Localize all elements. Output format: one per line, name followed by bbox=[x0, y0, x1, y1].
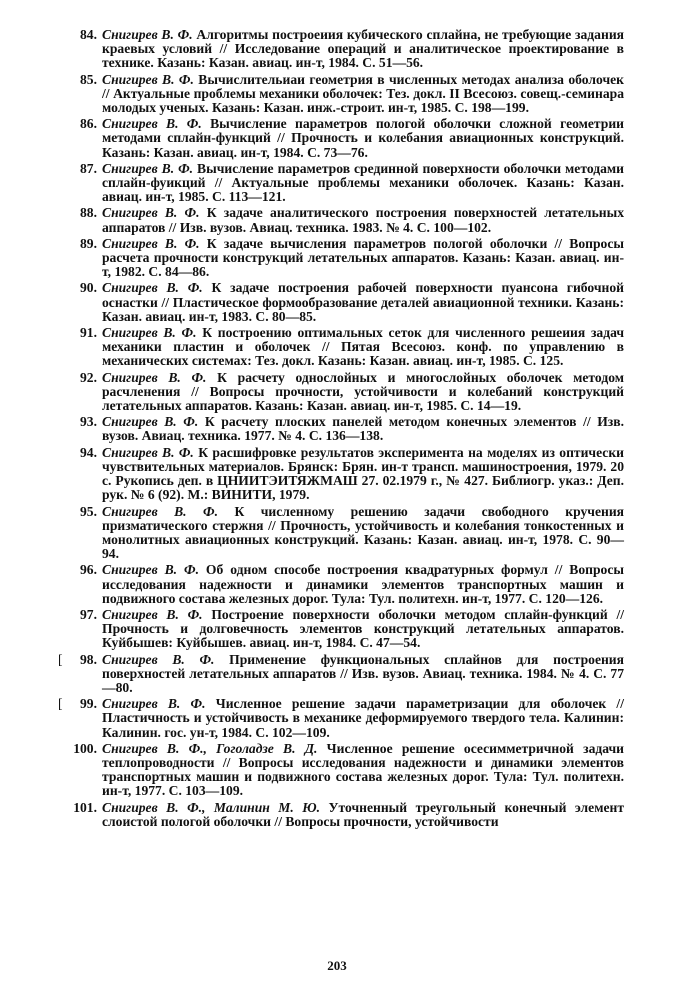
entry-body bbox=[102, 801, 624, 829]
entry-number: 101. bbox=[73, 799, 97, 815]
entry-text: К задаче построения рабочей поверхности пуансона гибочной оснастки // Пластическое формообразование деталей авиационной техники. Казань: Казан. авиац. ин-т, 1983. С. 80—85. bbox=[102, 280, 624, 324]
bibliography-entry bbox=[64, 446, 624, 503]
entry-body bbox=[102, 653, 624, 696]
bibliography-entry bbox=[64, 326, 624, 369]
entry-body bbox=[102, 608, 624, 651]
entry-text: Численное решение задачи параметризации для оболочек // Пластичность и устойчивость в механике деформируемого твердого тела. Калинин: Калинин. гос. ун-т, 1984. С. 102—109. bbox=[102, 696, 624, 740]
entry-number: 84. bbox=[80, 27, 97, 42]
entry-body bbox=[102, 117, 624, 160]
bibliography-entry bbox=[64, 505, 624, 562]
entry-author: Снигирев В. Ф. bbox=[102, 414, 199, 430]
bibliography-entry bbox=[64, 117, 624, 160]
entry-body bbox=[102, 206, 624, 234]
entry-number: 94. bbox=[80, 444, 97, 460]
bibliography-entry bbox=[64, 237, 624, 280]
entry-author: Снигирев В. Ф. bbox=[102, 696, 206, 712]
entry-number: 89. bbox=[80, 235, 97, 251]
bibliography-entry bbox=[64, 608, 624, 651]
entry-author: Снигирев В. Ф. bbox=[102, 651, 215, 667]
entry-text: Вычисление параметров пологой оболочки сложной геометрии методами сплайн-функций // Прочность и колебания авиационных конструкций. Казань: Казан. авиац. ин-т, 1984. С. 73—76. bbox=[102, 116, 624, 160]
entry-number: 90. bbox=[80, 280, 97, 296]
entry-author: Снигирев В. Ф. bbox=[102, 116, 202, 132]
entry-number: 87. bbox=[80, 160, 97, 176]
entry-text: Алгоритмы построеиия кубического сплайна, не требующие задания краевых условий // Исследование операций и аналитическое проектирование в технике. Казань: Казан. авиац. ин-т, 1984. С. 51—56. bbox=[102, 27, 625, 71]
entry-author: Снигирев В. Ф. bbox=[102, 280, 203, 296]
entry-number: 92. bbox=[80, 369, 97, 385]
entry-text: К построению оптимальных сеток для численного решеиия задач механики пластин и оболочек // Пятая Всесоюз. конф. по управлению в механических системах: Тез. докл. Казань: Казан. авиац. ин-т, 1985. С. 125. bbox=[102, 325, 624, 369]
entry-number: 85. bbox=[80, 71, 97, 87]
entry-text: Численное решение осесимметричной задачи теплопроводности // Вопросы исследования надежности и динамики элементов транспортных машин и подвижного состава железных дорог. Тула: Тул. политехн. ин-т, 1977. С. 103—109. bbox=[102, 740, 624, 799]
bibliography-entry bbox=[64, 73, 624, 116]
entry-body bbox=[102, 28, 624, 71]
entry-number: 95. bbox=[80, 503, 97, 519]
entry-body bbox=[102, 563, 624, 606]
entry-author: Снигирев В. Ф. bbox=[102, 606, 203, 622]
entry-author: Снигирев В. Ф., Малинин М. Ю. bbox=[102, 799, 321, 815]
entry-author: Снигирев В. Ф. bbox=[102, 562, 199, 578]
entry-body bbox=[102, 415, 624, 443]
bibliography-entry bbox=[64, 415, 624, 443]
entry-body bbox=[102, 73, 624, 116]
entry-text: К задаче аналитического построения поверхностей летательных аппаратов // Изв. вузов. Авиац. техника. 1983. № 4. С. 100—102. bbox=[102, 205, 624, 235]
entry-author: Снигирев В. Ф. bbox=[102, 205, 200, 221]
margin-bracket-mark: [ bbox=[58, 651, 63, 667]
entry-text: Уточненный треугольный конечный элемент слоистой пологой оболочки // Вопросы прочности, устойчивости bbox=[102, 799, 625, 829]
entry-body bbox=[102, 371, 624, 414]
entry-body bbox=[102, 281, 624, 324]
entry-number: [ 98. bbox=[58, 651, 97, 667]
entry-number: 97. bbox=[80, 606, 97, 622]
entry-author: Снигирев В. Ф., Гоголадзе В. Д. bbox=[102, 740, 318, 756]
entry-number: 88. bbox=[80, 205, 97, 221]
entry-number: 96. bbox=[80, 562, 97, 578]
entry-text: Об одном способе построения квадратурных формул // Вопросы исследования надежности и динамики элементов транспортных машин и подвижного состава железных дорог. Тула: Тул. политехн. ин-т, 1977. С. 120—126. bbox=[102, 562, 624, 606]
entry-text: Вычисление параметров срединной поверхности оболочки методами сплайн-фуикций // Актуальные проблемы механики оболочек. Казань: Казан. авиац. ин-т, 1985. С. 113—121. bbox=[102, 160, 624, 205]
entry-author: Снигирев В. Ф. bbox=[102, 235, 200, 251]
bibliography-entry bbox=[64, 371, 624, 414]
entry-author: Снигирев В. Ф. bbox=[102, 325, 197, 341]
entry-text: К численному решению задачи свободного кручения призматического стержня // Прочность, устойчивость и колебания тонкостенных и монолитных авиационных конструкций. Казань: Казан. авиац. ин-т, 1978. С. 90—94. bbox=[102, 503, 625, 562]
entry-text: Применение функциональных сплайнов для построения поверхностей летательных аппаратов // Изв. вузов. Авиац. техника. 1984. № 4. С. 77—80. bbox=[102, 651, 624, 695]
entry-body bbox=[102, 742, 624, 799]
bibliography-entry bbox=[58, 651, 624, 696]
bibliography-entry bbox=[64, 162, 624, 205]
entry-author: Снигирев В. Ф. bbox=[102, 503, 218, 519]
entry-text: Вычислительиаи геометрия в численных методах анализа оболочек // Актуальные проблемы механики оболочек: Тез. докл. II Всесоюз. совещ.-семинара молодых ученых. Казань: Казан. инж.-строит. ин-т, 1985. С. 198—199. bbox=[102, 71, 624, 116]
bibliography-entry bbox=[64, 281, 624, 324]
entry-text: К расшифровке результатов эксперимента на моделях из оптически чувствительных материалов. Брянск: Брян. ин-т трансп. машиностроения, 1979. 20 с. Рукопись деп. в ЦНИИТЭИТЯЖМАШ 27. 02.1979 г., № 427. Библиогр. указ.: Деп. рук. № 6 (92). М.: ВИНИТИ, 1979. bbox=[102, 444, 624, 503]
entry-number: 100. bbox=[73, 740, 97, 756]
entry-text: К расчету однослойных и многослойных оболочек методом расчленения // Вопросы прочности, устойчивости и колебаний конструкций летательных аппаратов. Казань: Казан. авиац. ин-т, 1985. С. 14—19. bbox=[102, 369, 624, 414]
entry-text: Построение поверхности оболочки методом сплайн-функций // Прочность и долговечность элементов конструкций летательных аппаратов. Куйбышев: Куйбышев. авиац. ин-т, 1984. С. 47—54. bbox=[102, 606, 625, 651]
bibliography-entry bbox=[64, 801, 624, 829]
entry-author: Снигирев В. Ф. bbox=[102, 444, 194, 460]
bibliography-entry bbox=[64, 28, 624, 71]
entry-number: [ 99. bbox=[58, 696, 97, 712]
entry-author: Снигирев В. Ф. bbox=[102, 369, 207, 385]
bibliography-entry bbox=[64, 563, 624, 606]
entry-number: 86. bbox=[80, 116, 97, 132]
bibliography-entry bbox=[64, 742, 624, 799]
entry-body bbox=[102, 326, 624, 369]
entry-body bbox=[102, 505, 624, 562]
page-number: 203 bbox=[327, 958, 347, 973]
bibliography-entry bbox=[58, 696, 624, 740]
entry-number: 93. bbox=[80, 414, 97, 430]
entry-text: К задаче вычисления параметров пологой оболочки // Вопросы расчета прочности конструкций летательных аппаратов. Казань: Казан. авиац. ин-т, 1982. С. 84—86. bbox=[102, 235, 624, 280]
entry-body bbox=[102, 162, 624, 205]
entry-body bbox=[102, 446, 624, 503]
entry-number: 91. bbox=[80, 325, 97, 341]
margin-bracket-mark: [ bbox=[58, 696, 63, 712]
entry-body bbox=[102, 697, 624, 740]
entry-body bbox=[102, 237, 624, 280]
entry-author: Снигирев В. Ф. bbox=[102, 160, 194, 176]
entry-author: Снигирев В. Ф. bbox=[102, 71, 194, 87]
entry-text: К расчету плоских панелей методом конечных элементов // Изв. вузов. Авиац. техника. 1977. № 4. С. 136—138. bbox=[102, 414, 625, 444]
entry-author: Снигирев В. Ф. bbox=[102, 27, 193, 42]
bibliography-entry bbox=[64, 206, 624, 234]
bibliography-list bbox=[58, 27, 625, 831]
